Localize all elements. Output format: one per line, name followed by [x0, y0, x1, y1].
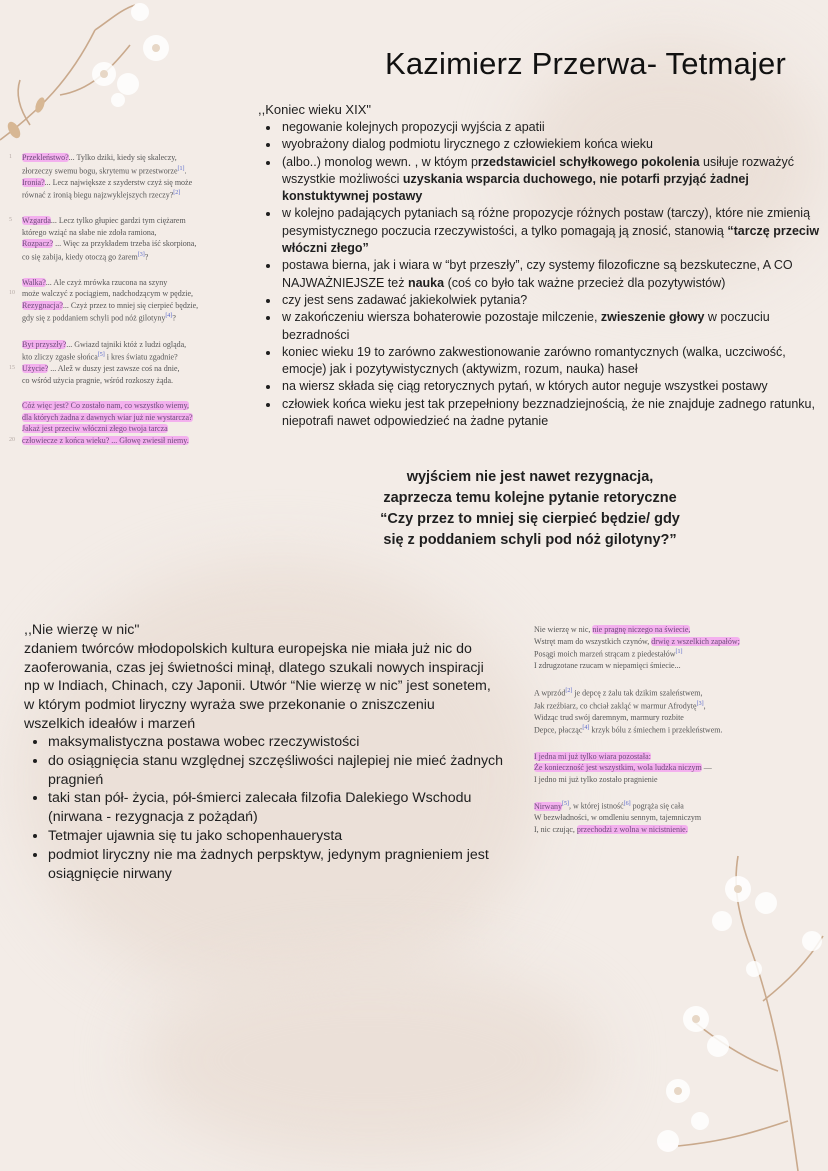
poem-stanza	[9, 400, 254, 446]
poem-line	[22, 238, 254, 250]
page-title: Kazimierz Przerwa- Tetmajer	[384, 46, 786, 81]
section2-heading: ,,Nie wierzę w nic"	[24, 622, 140, 638]
poem-line	[9, 435, 254, 447]
poem-text: równać z ironią biegu najzwyklejszych rzeczy?	[22, 190, 174, 200]
section2-bullets	[24, 733, 518, 883]
list-item: • taki stan pół- życia, pół-śmierci zalecała filzofia Dalekiego Wschodu (nirwana - rezygnacja z pożądań)	[48, 789, 518, 827]
quote-line: zaprzecza temu kolejne pytanie retoryczne	[383, 490, 677, 506]
footnote-ref[interactable]: [1]	[177, 165, 185, 172]
poem-line	[534, 660, 806, 672]
poem-text: może walczyć z pociągiem, nadchodzącym w pędzie,	[22, 289, 194, 299]
highlighted-text: Ironia?	[22, 177, 45, 187]
poem-text: Nie wierzę w nic,	[534, 625, 593, 634]
list-item-text: (albo..) monolog wewn. , w któym p	[282, 154, 478, 169]
highlighted-text: Użycie?	[22, 364, 49, 374]
poem-line	[534, 686, 806, 699]
poem-line	[534, 799, 806, 812]
floral-branch-bottom-right	[638, 841, 828, 1171]
footnote-ref[interactable]: [2]	[173, 190, 181, 197]
poem-line	[22, 423, 254, 435]
poem-line	[534, 699, 806, 712]
poem-text: i kres światu zgadnie?	[104, 352, 178, 362]
poem-line	[534, 712, 806, 724]
poem-text: ,	[703, 701, 706, 711]
footnote-ref[interactable]: [6]	[623, 801, 631, 808]
poem-stanza	[534, 799, 806, 835]
quote-line: wyjściem nie jest nawet rezygnacja,	[406, 469, 654, 485]
section1-bullets	[258, 119, 820, 430]
list-item-text: na wiersz składa się ciąg retorycznych pytań, w których autor neguje wszystkei postawy	[282, 379, 768, 394]
floral-branch-top-left	[0, 0, 200, 160]
poem-text: I, nic czując,	[534, 824, 577, 834]
highlighted-text: Cóż więc jest? Co zostało nam, co wszystko wiemy,	[22, 401, 189, 411]
poem-text: gdy się z poddaniem schyli pod nóż gilotyny	[22, 314, 166, 324]
list-item-text: wyobrażony dialog podmiotu lirycznego z człowiekiem końca wieku	[282, 137, 654, 152]
poem-text: ... Lecz największe z szyderstw czyż się może	[44, 177, 193, 187]
list-item-text: postawa bierna, jak i wiara w “byt przeszły”, czy systemy filozoficzne są bezskuteczne, A CO NAJWAŻNIEJSZE też	[282, 258, 793, 290]
poem-text: A wprzód	[534, 688, 566, 698]
list-item: • podmiot liryczny nie ma żadnych perpsktyw, jedynym pragnieniem jest osiągnięcie nirwany	[48, 846, 518, 884]
list-item-text: w zakończeniu wiersza bohaterowie pozostaje milczenie,	[282, 310, 601, 325]
poem-stanza	[9, 339, 254, 387]
poem-nie-wierze-w-nic	[534, 624, 806, 849]
highlighted-text: Wzgarda	[22, 216, 51, 226]
highlighted-text: Przekleństwo?	[22, 153, 69, 162]
poem-text: W bezwładności, w omdleniu sennym, tajemniczym	[534, 813, 702, 823]
poem-stanza	[9, 277, 254, 325]
poem-stanza	[534, 686, 806, 737]
poem-text: złorzeczy swemu bogu, skrytemu w przestworze	[22, 166, 178, 176]
poem-line	[22, 250, 254, 263]
highlighted-text: Rezygnacja?	[22, 300, 63, 310]
highlighted-text: człowiecze z końca wieku? ... Głowę zwiesił niemy.	[22, 435, 189, 445]
list-item-text: (coś co było tak ważne przecież dla pozytywistów)	[444, 275, 726, 290]
poem-line	[534, 824, 806, 836]
poem-line	[534, 624, 806, 636]
highlighted-text: Walka?	[22, 277, 46, 287]
bold-text: “tarczę przeciw włóczni złego”	[282, 223, 820, 256]
poem-text: I jedno mi już tylko zostało pragnienie	[534, 774, 658, 784]
highlighted-text: drwię z wszelkich zapałów;	[651, 636, 740, 646]
poem-text: krzyk bólu z śmiechem i przekleństwem.	[589, 726, 723, 736]
poem-line	[22, 164, 254, 177]
poem-line	[22, 227, 254, 239]
highlighted-text: I jedna mi już tylko wiara pozostała:	[534, 751, 651, 761]
poem-stanza	[534, 624, 806, 672]
footnote-ref[interactable]: [4]	[582, 725, 590, 732]
poem-stanza	[9, 215, 254, 263]
background-blob	[140, 960, 600, 1160]
poem-line	[534, 751, 806, 763]
poem-text: Posągi moich marzeń strącam z piedestałów	[534, 649, 676, 659]
poem-line	[22, 277, 254, 289]
section2-line: w którym podmiot liryczny wyraża swe przekonanie o zniszczeniu	[24, 697, 435, 714]
poem-line	[22, 300, 254, 312]
poem-text: ... Tylko dziki, kiedy się skaleczy,	[68, 153, 177, 162]
line-number: 15	[9, 365, 15, 372]
poem-line	[22, 339, 254, 351]
retorical-question-quote	[320, 467, 740, 551]
poem-text: .	[184, 166, 187, 176]
poem-text: pogrąża się cała	[630, 801, 684, 811]
list-item: • Tetmajer ujawnia się tu jako schopenhauerysta	[48, 827, 518, 846]
poem-text: Jak rzeźbiarz, co chciał zakląć w marmur Afrodytę	[534, 701, 697, 711]
poem-line	[9, 288, 254, 300]
list-item-text: w poczuciu bezradności	[282, 310, 770, 342]
poem-line	[22, 375, 254, 387]
poem-text: co się zabija, kiedy otoczą go żarem	[22, 252, 138, 262]
section2-line: np w Indiach, Chinach, czy Japonii. Utwór “Nie wierzę w nic” jest sonetem,	[24, 678, 491, 695]
poem-text: ... Alež w duszy jest zawsze coś na dnie,	[48, 364, 180, 374]
poem-line	[534, 762, 806, 774]
poem-koniec-wieku	[9, 152, 254, 460]
highlighted-text: nie pragnę niczego na świecie,	[592, 625, 691, 634]
poem-text: ... Ale czyż mrówka rzucona na szyny	[45, 277, 168, 287]
highlighted-text: Jakaż jest przeciw włóczni złego twoja tarcza	[22, 424, 168, 434]
list-item: • do osiągnięcia stanu względnej szczęśliwości najlepiej nie mieć żadnych pragnień	[48, 752, 518, 790]
list-item	[280, 309, 820, 344]
list-item	[280, 154, 820, 206]
poem-text: Wstręt mam do wszystkich czynów,	[534, 636, 652, 646]
poem-text: co wśród użycia pragnie, wśród rozkoszy żąda.	[22, 375, 174, 385]
list-item-text: koniec wieku 19 to zarówno zakwestionowanie zarówno romantycznych (walka, uczciwość, emocje) jak i pozytywistycznych (aktywizm, rozum, nauka) haseł	[282, 344, 786, 377]
list-item	[280, 205, 820, 257]
footnote-ref[interactable]: [5]	[562, 801, 569, 808]
poem-line	[9, 152, 254, 164]
poem-stanza	[9, 152, 254, 201]
poem-line	[22, 400, 254, 412]
list-item	[280, 396, 820, 431]
list-item-text: człowiek końca wieku jest tak przepełniony bezznadziejnością, że nie znajduje zadnego ratunku, niepotrafi nawet odpowiedzieć na żadne pytanie	[282, 396, 815, 429]
poem-text: je depcę z żalu tak dzikim szaleństwem,	[572, 688, 703, 698]
section1-heading: ,,Koniec wieku XIX"	[258, 102, 372, 117]
section2-line: wszelkich ideałów i marzeń	[24, 715, 196, 732]
section2-line: zdaniem twórców młodopolskich kultura europejska nie miała już nic do	[24, 640, 472, 657]
poem-text: ?	[144, 252, 149, 262]
section2-line: zaoferowania, czas jej świetności minął, dlatego szukali nowych inspiracji	[24, 659, 484, 676]
line-number: 5	[9, 217, 12, 224]
highlighted-text: Nirwany	[534, 801, 562, 811]
quote-line: się z poddaniem schyli pod nóż gilotyny?”	[383, 532, 677, 548]
poem-line	[22, 350, 254, 363]
poem-line	[22, 311, 254, 324]
list-item-text: usiłuje rozważyć wszystkie możliwości	[282, 154, 795, 186]
line-number: 1	[9, 154, 12, 160]
highlighted-text: Byt przyszły?	[22, 339, 67, 349]
poem-line	[534, 636, 806, 648]
footnote-ref[interactable]: [2]	[565, 687, 573, 694]
poem-text: ... Gwiazd tajniki któż z ludzi ogląda,	[66, 339, 187, 349]
poem-stanza	[534, 751, 806, 786]
bold-text: nauka	[407, 275, 445, 290]
list-item	[280, 119, 820, 136]
list-item	[280, 136, 820, 153]
poem-line	[534, 723, 806, 736]
footnote-ref[interactable]: [5]	[97, 352, 105, 359]
poem-line	[534, 647, 806, 660]
line-number: 10	[9, 290, 15, 297]
poem-line	[22, 412, 254, 424]
list-item	[280, 292, 820, 309]
list-item	[280, 378, 820, 395]
list-item-text: negowanie kolejnych propozycji wyjścia z apatii	[282, 120, 545, 134]
poem-line	[534, 812, 806, 824]
quote-line: “Czy przez to mniej się cierpieć będzie/ gdy	[380, 511, 680, 527]
bold-text: rzedstawiciel schyłkowego pokolenia	[477, 154, 700, 169]
poem-text: , w której istność	[569, 801, 624, 811]
poem-text: ... Więc za przykładem trzeba iść skorpiona,	[53, 239, 197, 249]
poem-text: kto zliczy zgasłe słońca	[22, 352, 98, 362]
poem-text: Depce, płacząc	[534, 726, 583, 736]
poem-text: Widząc trud swój daremnym, marmury rozbite	[534, 712, 684, 722]
footnote-ref[interactable]: [3]	[696, 700, 704, 707]
list-item-text: w kolejno padających pytaniach są różne propozycje różnych postaw (tarczy), które nie zmienią pesymistycznego poczucia rzeczywistości, a tylko pomagają ją znosić, stanowią	[282, 206, 811, 238]
poem-text: I zdrugzotane rzucam w niepamięci śmiecie...	[534, 661, 681, 671]
poem-line	[9, 215, 254, 227]
list-item	[280, 344, 820, 379]
section2-intro	[24, 621, 519, 734]
footnote-ref[interactable]: [4]	[165, 313, 173, 320]
poem-text: ... Czyż przez to mniej się cierpieć będzie,	[62, 300, 199, 310]
poem-text: —	[701, 763, 712, 773]
list-item-text: czy jest sens zadawać jakiekolwiek pytania?	[282, 292, 528, 307]
highlighted-text: przechodzi z wolna w nicistnienie.	[576, 824, 688, 834]
line-number: 20	[9, 436, 15, 443]
list-item	[280, 257, 820, 292]
highlighted-text: Że konieczność jest wszystkim, wola ludzka niczym	[534, 763, 702, 773]
highlighted-text: dla których żadna z dawnych wiar już nie wystarcza?	[22, 412, 193, 422]
poem-line	[22, 177, 254, 189]
list-item: • maksymalistyczna postawa wobec rzeczywistości	[48, 733, 518, 752]
highlighted-text: Rozpacz?	[22, 239, 54, 249]
poem-text: ?	[172, 314, 176, 324]
poem-line	[22, 188, 254, 201]
footnote-ref[interactable]: [1]	[675, 649, 683, 655]
poem-line	[534, 774, 806, 786]
bold-text: zwieszenie głowy	[600, 310, 705, 325]
poem-text: ... Lecz tylko głupiec gardzi tym ciężarem	[50, 216, 186, 226]
footnote-ref[interactable]: [3]	[137, 251, 145, 258]
poem-text: którego wziąć na słabe nie zdoła ramiona,	[22, 227, 157, 237]
bold-text: uzyskania wsparcia duchowego, nie potarfi przyjąć żadnej konstuktywnej postawy	[282, 171, 749, 204]
poem-line	[9, 363, 254, 375]
